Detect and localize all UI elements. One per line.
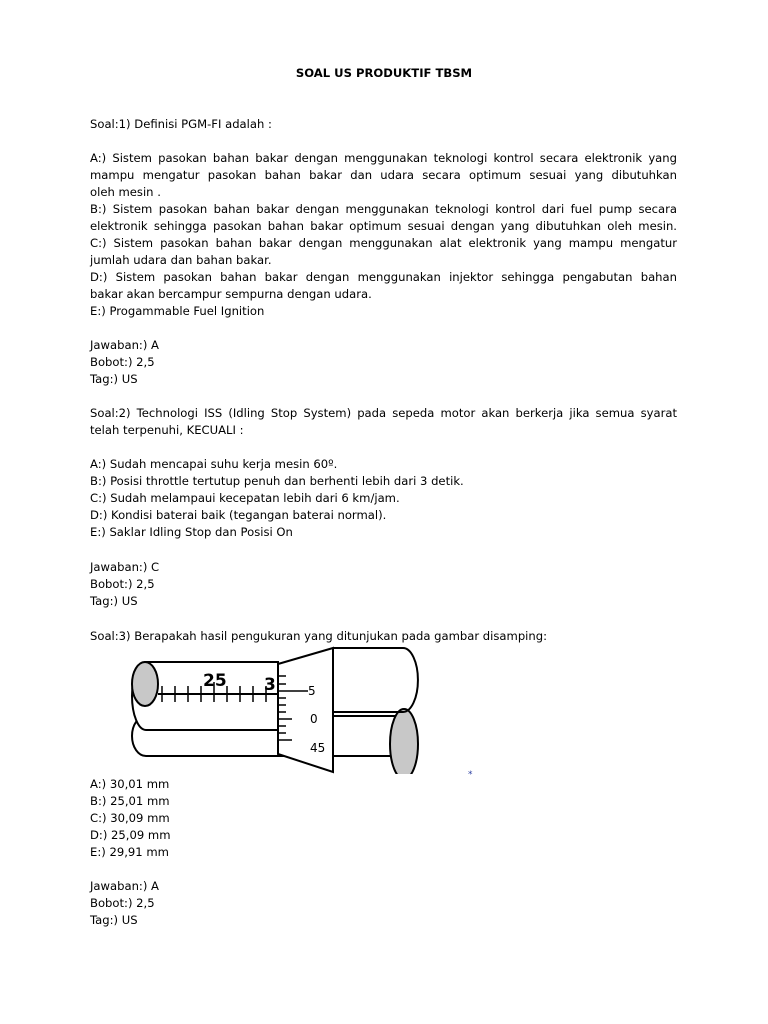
option-d: D:) 25,09 mm — [90, 828, 171, 842]
document-title: SOAL US PRODUKTIF TBSM — [295, 66, 473, 80]
thimble-label-45: 45 — [310, 741, 326, 755]
option-a-line-3: oleh mesin . — [90, 185, 161, 199]
option-b-line-2: elektronik sehingga pasokan bahan bakar optimum sesuai dengan yang dibutuhkan oleh mesin. — [90, 219, 677, 233]
tag-text: Tag:) US — [90, 913, 138, 927]
tag-text: Tag:) US — [90, 594, 138, 608]
answer-text: Jawaban:) A — [90, 338, 159, 352]
question-text: Soal:3) Berapakah hasil pengukuran yang ditunjukan pada gambar disamping: — [90, 629, 548, 643]
option-b: B:) Posisi throttle tertutup penuh dan berhenti lebih dari 3 detik. — [90, 474, 464, 488]
micrometer-illustration — [128, 644, 428, 774]
option-a-line-1: A:) Sistem pasokan bahan bakar dengan menggunakan teknologi kontrol secara elektronik yang — [90, 151, 677, 165]
q3-options — [90, 776, 677, 861]
option-c-line-1: C:) Sistem pasokan bahan bakar dengan menggunakan alat elektronik yang mampu mengatur — [90, 236, 677, 250]
option-c-line-2: jumlah udara dan bahan bakar. — [90, 253, 272, 267]
q3-meta — [90, 878, 677, 929]
question-text: Soal:1) Definisi PGM-FI adalah : — [90, 117, 272, 131]
sleeve-label-3: 3 — [264, 675, 276, 695]
option-c: C:) Sudah melampaui kecepatan lebih dari 6 km/jam. — [90, 491, 400, 505]
q2-meta — [90, 559, 677, 610]
option-b-line-1: B:) Sistem pasokan bahan bakar dengan menggunakan teknologi kontrol dari fuel pump secara — [90, 202, 677, 216]
option-c: C:) 30,09 mm — [90, 811, 170, 825]
option-d-line-2: bakar akan bercampur sempurna dengan udara. — [90, 287, 372, 301]
answer-text: Jawaban:) A — [90, 879, 159, 893]
weight-text: Bobot:) 2,5 — [90, 355, 155, 369]
thimble-label-5: 5 — [308, 684, 316, 698]
option-e: E:) Progammable Fuel Ignition — [90, 304, 265, 318]
option-a-line-2: mampu mengatur pasokan bahan bakar dan udara secara optimum sesuai yang dibutuhkan — [90, 168, 677, 182]
weight-text: Bobot:) 2,5 — [90, 896, 155, 910]
option-b: B:) 25,01 mm — [90, 794, 170, 808]
q1-question — [90, 116, 677, 133]
answer-text: Jawaban:) C — [90, 560, 160, 574]
q3-question — [90, 628, 677, 645]
q1-meta — [90, 337, 677, 388]
option-d: D:) Kondisi baterai baik (tegangan baterai normal). — [90, 508, 387, 522]
sleeve-end — [132, 662, 158, 706]
upper-frame — [333, 648, 418, 712]
weight-text: Bobot:) 2,5 — [90, 577, 155, 591]
anvil-end — [390, 709, 418, 774]
q2-options — [90, 456, 677, 541]
stray-marker: * — [468, 770, 473, 780]
sleeve-label-25: 25 — [203, 671, 227, 691]
q2-question — [90, 405, 677, 439]
question-line-1: Soal:2) Technologi ISS (Idling Stop System) pada sepeda motor akan berkerja jika semua syarat — [90, 406, 677, 420]
tag-text: Tag:) US — [90, 372, 138, 386]
option-e: E:) 29,91 mm — [90, 845, 169, 859]
option-d-line-1: D:) Sistem pasokan bahan bakar dengan menggunakan injektor sehingga pengabutan bahan — [90, 270, 677, 284]
question-line-2: telah terpenuhi, KECUALI : — [90, 423, 244, 437]
thimble-label-0: 0 — [310, 712, 318, 726]
option-a: A:) Sudah mencapai suhu kerja mesin 60º. — [90, 457, 338, 471]
option-e: E:) Saklar Idling Stop dan Posisi On — [90, 525, 293, 539]
micrometer-figure — [128, 644, 428, 774]
q1-options — [90, 150, 677, 320]
option-a: A:) 30,01 mm — [90, 777, 170, 791]
